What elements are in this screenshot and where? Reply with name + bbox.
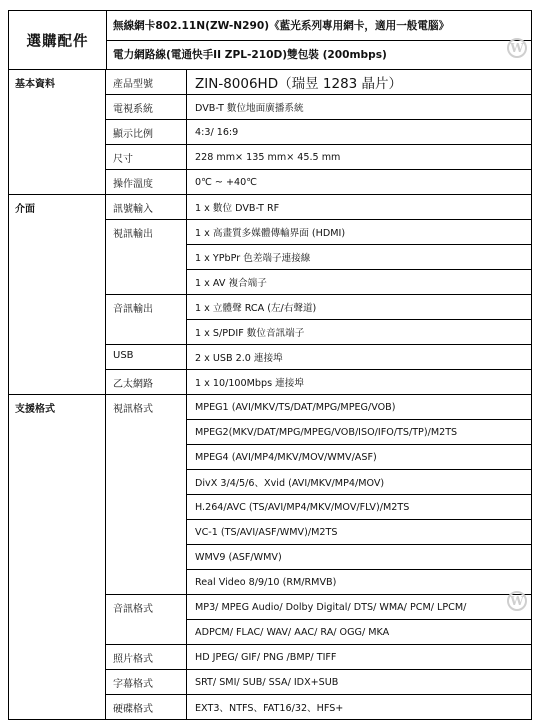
accessory-powerline-adapter: 電力網路線(電通快手II ZPL-210D)雙包裝 (200mbps) — [107, 40, 531, 70]
spec-value: MPEG1 (AVI/MKV/TS/DAT/MPG/MPEG/VOB) — [195, 401, 396, 413]
spec-value: 1 x YPbPr 色差端子連接線 — [187, 244, 531, 269]
spec-section — [9, 70, 531, 195]
spec-label: 乙太網路 — [106, 370, 187, 394]
spec-value: MPEG2(MKV/DAT/MPG/MPEG/VOB/ISO/IFO/TS/TP)/M2TS — [187, 419, 531, 444]
spec-label: 照片格式 — [106, 645, 187, 669]
spec-row-group — [106, 395, 531, 594]
spec-value: WMV9 (ASF/WMV) — [187, 544, 531, 569]
spec-value: SRT/ SMI/ SUB/ SSA/ IDX+SUB — [195, 676, 339, 688]
spec-values — [187, 295, 531, 344]
spec-value: 1 x 高畫質多媒體傳輸界面 (HDMI) — [195, 228, 346, 239]
accessories-title: 選購配件 — [9, 11, 107, 69]
section-label: 支援格式 — [9, 395, 106, 719]
spec-section — [9, 395, 531, 719]
spec-values — [187, 670, 531, 694]
spec-value: 1 x S/PDIF 數位音訊端子 — [187, 319, 531, 344]
section-body — [106, 195, 531, 394]
spec-row-group — [106, 644, 531, 669]
spec-value: 0℃ ~ +40℃ — [195, 176, 258, 188]
spec-label: 尺寸 — [106, 145, 187, 169]
spec-row-group — [106, 70, 531, 94]
spec-value: 1 x 立體聲 RCA (左/右聲道) — [195, 303, 317, 314]
spec-label: 視訊格式 — [106, 395, 187, 594]
spec-row-group — [106, 594, 531, 644]
spec-value: VC-1 (TS/AVI/ASF/WMV)/M2TS — [187, 519, 531, 544]
spec-row-group — [106, 344, 531, 369]
spec-value: Real Video 8/9/10 (RM/RMVB) — [187, 569, 531, 594]
spec-values — [187, 120, 531, 144]
spec-section — [9, 195, 531, 395]
spec-row-group — [106, 119, 531, 144]
spec-row-group — [106, 294, 531, 344]
spec-label: 字幕格式 — [106, 670, 187, 694]
spec-values — [187, 645, 531, 669]
spec-values — [187, 345, 531, 369]
spec-label: 硬碟格式 — [106, 695, 187, 719]
spec-row-group — [106, 169, 531, 194]
spec-value: H.264/AVC (TS/AVI/MP4/MKV/MOV/FLV)/M2TS — [187, 494, 531, 519]
spec-values — [187, 95, 531, 119]
spec-label: 產品型號 — [106, 70, 187, 94]
accessories-header — [9, 11, 531, 70]
spec-row-group — [106, 369, 531, 394]
section-label: 介面 — [9, 195, 106, 394]
spec-label: 電視系統 — [106, 95, 187, 119]
spec-row-group — [106, 219, 531, 294]
spec-label: 音訊輸出 — [106, 295, 187, 344]
spec-value: EXT3、NTFS、FAT16/32、HFS+ — [195, 703, 344, 714]
watermark-logo-icon: W — [507, 591, 527, 611]
spec-values — [187, 395, 531, 594]
spec-row-group — [106, 144, 531, 169]
spec-values — [187, 170, 531, 194]
spec-values — [187, 595, 531, 644]
spec-value: 4:3/ 16:9 — [195, 126, 239, 138]
spec-label: 音訊格式 — [106, 595, 187, 644]
spec-value: DVB-T 數位地面廣播系統 — [195, 103, 304, 114]
spec-values — [187, 70, 531, 94]
spec-label: 訊號輸入 — [106, 195, 187, 219]
section-body — [106, 395, 531, 719]
spec-value: ADPCM/ FLAC/ WAV/ AAC/ RA/ OGG/ MKA — [187, 619, 531, 644]
spec-label: 視訊輸出 — [106, 220, 187, 294]
spec-value: MPEG4 (AVI/MP4/MKV/MOV/WMV/ASF) — [187, 444, 531, 469]
spec-value: 1 x 10/100Mbps 連接埠 — [195, 378, 304, 389]
spec-value: 1 x 數位 DVB-T RF — [195, 203, 280, 214]
spec-label: 顯示比例 — [106, 120, 187, 144]
spec-row-group — [106, 195, 531, 219]
accessories-list — [107, 11, 531, 69]
spec-row-group — [106, 694, 531, 719]
spec-value: MP3/ MPEG Audio/ Dolby Digital/ DTS/ WMA/ PCM/ LPCM/ — [195, 601, 467, 613]
spec-sections — [9, 70, 531, 719]
section-label: 基本資料 — [9, 70, 106, 194]
spec-values — [187, 220, 531, 294]
spec-value: ZIN-8006HD（瑞昱 1283 晶片） — [195, 76, 403, 92]
spec-values — [187, 695, 531, 719]
spec-label: 操作溫度 — [106, 170, 187, 194]
spec-values — [187, 370, 531, 394]
spec-value: HD JPEG/ GIF/ PNG /BMP/ TIFF — [195, 651, 337, 663]
spec-row-group — [106, 94, 531, 119]
accessory-wireless-card: 無線網卡802.11N(ZW-N290)《藍光系列專用網卡，適用一般電腦》 — [113, 19, 450, 32]
spec-value: DivX 3/4/5/6、Xvid (AVI/MKV/MP4/MOV) — [187, 469, 531, 494]
spec-value: 1 x AV 複合端子 — [187, 269, 531, 294]
section-body — [106, 70, 531, 194]
spec-values — [187, 195, 531, 219]
spec-table — [8, 10, 532, 720]
spec-row-group — [106, 669, 531, 694]
spec-value: 228 mm× 135 mm× 45.5 mm — [195, 151, 341, 163]
spec-values — [187, 145, 531, 169]
spec-value: 2 x USB 2.0 連接埠 — [195, 353, 283, 364]
spec-label: USB — [106, 345, 187, 369]
watermark-logo-icon: W — [507, 38, 527, 58]
